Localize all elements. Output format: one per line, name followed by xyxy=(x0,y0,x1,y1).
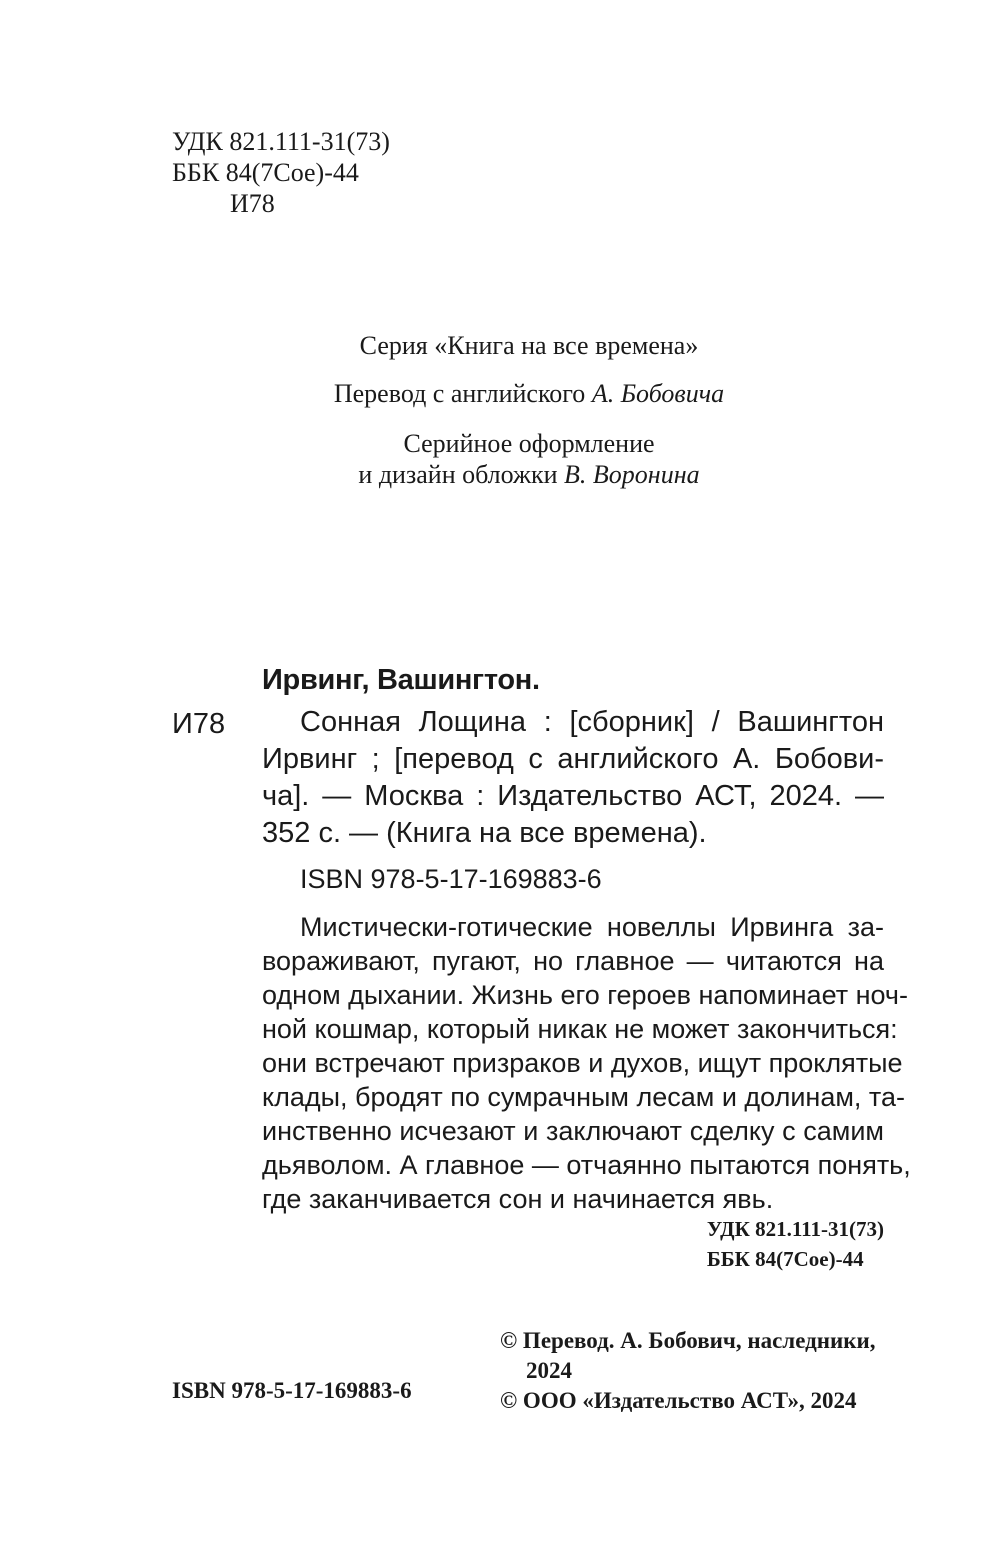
bib-line-3: ча]. — Москва : Издательство АСТ, 2024. — xyxy=(262,780,884,812)
author-heading: Ирвинг, Вашингтон. xyxy=(262,664,540,696)
copyright-translation-line-1: © Перевод. А. Бобович, наследники, xyxy=(500,1328,876,1353)
annotation-line-8: дьяволом. А главное — отчаянно пытаются понять, xyxy=(262,1150,911,1180)
design-credit xyxy=(0,428,1000,490)
bib-line-1: Сонная Лощина : [сборник] / Вашингтон xyxy=(300,706,884,738)
annotation-line-1: Мистически-готические новеллы Ирвинга за- xyxy=(300,912,884,942)
annotation-line-7: инственно исчезают и заключают сделку с самим xyxy=(262,1116,884,1146)
copyright-block xyxy=(500,1326,876,1416)
copyright-translation-line-2: 2024 xyxy=(526,1358,572,1383)
designer-name: В. Воронина xyxy=(564,460,700,489)
annotation xyxy=(262,910,911,1216)
bib-line-4: 352 с. — (Книга на все времена). xyxy=(262,817,707,849)
top-classification-codes xyxy=(172,126,390,219)
annotation-line-6: клады, бродят по сумрачным лесам и долинам, та- xyxy=(262,1082,905,1112)
udk-code: УДК 821.111-31(73) xyxy=(172,127,390,156)
bibliographic-description xyxy=(262,704,884,852)
catalog-isbn: ISBN 978-5-17-169883-6 xyxy=(300,864,602,894)
catalog-author-mark: И78 xyxy=(172,708,226,740)
annotation-line-2: вораживают, пугают, но главное — читаются на xyxy=(262,946,884,976)
bbk-code: ББК 84(7Сое)-44 xyxy=(172,158,359,187)
series-credit xyxy=(0,330,1000,361)
bottom-udk-code: УДК 821.111-31(73) xyxy=(706,1217,884,1241)
annotation-line-5: они встречают призраков и духов, ищут проклятые xyxy=(262,1048,903,1078)
design-line-2 xyxy=(0,459,1000,490)
translation-credit xyxy=(0,378,1000,409)
annotation-line-3: одном дыхании. Жизнь его героев напоминает ноч- xyxy=(262,980,908,1010)
design-prefix: и дизайн обложки xyxy=(358,460,558,489)
design-line-1: Серийное оформление xyxy=(403,429,655,458)
imprint-isbn: ISBN 978-5-17-169883-6 xyxy=(172,1378,412,1403)
bottom-bbk-code: ББК 84(7Сое)-44 xyxy=(706,1247,864,1271)
author-mark: И78 xyxy=(230,189,275,218)
bib-line-2: Ирвинг ; [перевод с английского А. Бобови- xyxy=(262,743,884,775)
copyright-publisher: © ООО «Издательство АСТ», 2024 xyxy=(500,1388,857,1413)
translator-name: А. Бобовича xyxy=(591,379,725,408)
series-title: Серия «Книга на все времена» xyxy=(359,331,699,360)
annotation-line-9: где заканчивается сон и начинается явь. xyxy=(262,1184,774,1214)
translation-prefix: Перевод с английского xyxy=(333,379,586,408)
annotation-line-4: ной кошмар, который никак не может закончиться: xyxy=(262,1014,898,1044)
bottom-classification-codes xyxy=(707,1214,884,1274)
